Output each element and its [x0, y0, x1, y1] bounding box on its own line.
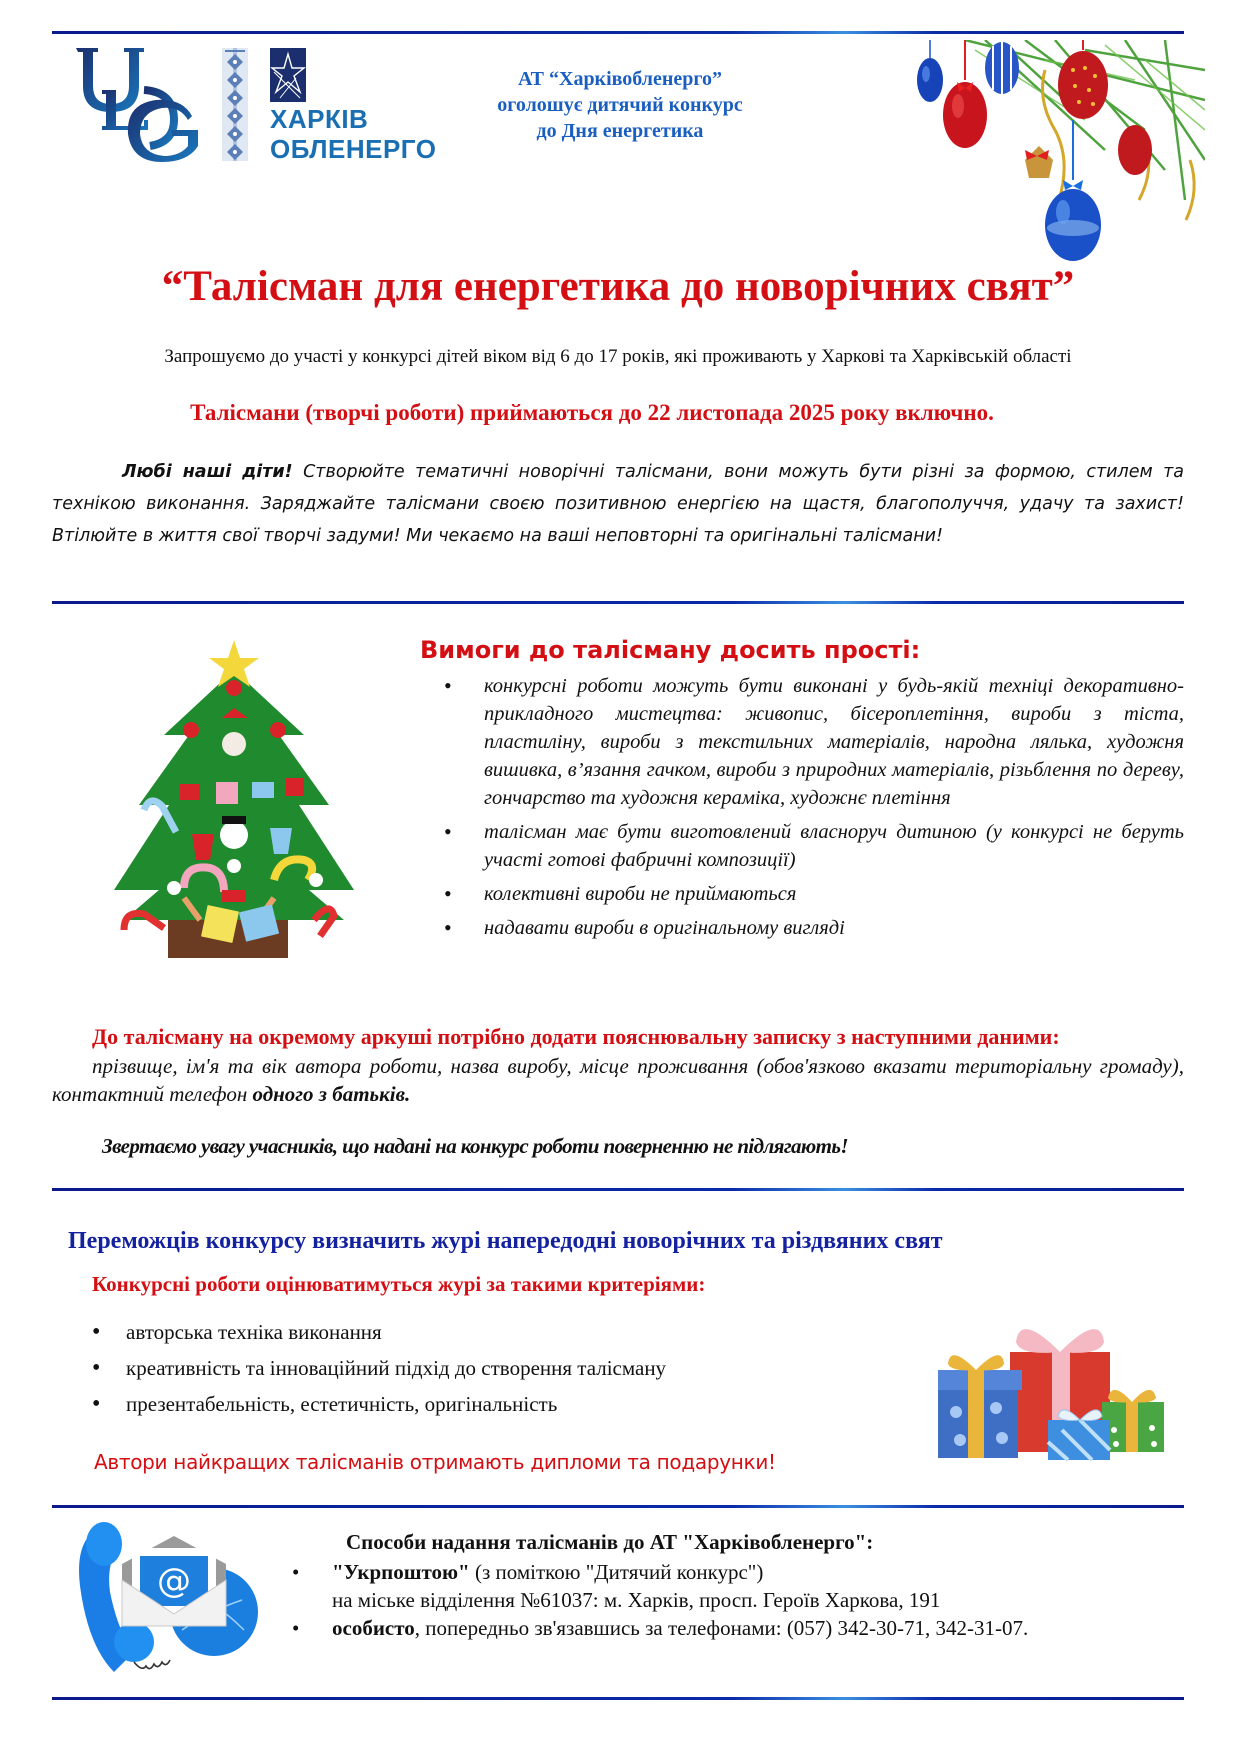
- note-body-text: прізвище, ім'я та вік автора роботи, назва виробу, місце проживання (обов'язково вказати територіальну громаду), контактний телефон: [52, 1054, 1184, 1106]
- christmas-ornaments-image: [905, 40, 1205, 262]
- announce-line-2: оголошує дитячий конкурс: [497, 94, 743, 116]
- bullet-icon: •: [292, 1616, 300, 1640]
- requirements-list: [440, 672, 1184, 948]
- post-method: "Укрпоштою": [332, 1560, 470, 1584]
- intro-text: Створюйте тематичні новорічні талісмани, вони можуть бути різні за формою, стилем та технікою виконання. Заряджайте талісмани своєю позитивною енергією на щастя, благополуччя, удачу та захист! Втілюйте в життя свої творчі задуми! Ми чекаємо на ваші неповторні та оригінальні талісмани!: [52, 462, 1185, 546]
- criteria-item: • авторська техніка виконання: [92, 1314, 666, 1350]
- announce-line-3: до Дня енергетика: [536, 120, 704, 142]
- gift-boxes-image: [930, 1312, 1170, 1462]
- invitation-text: Запрошуємо до участі у конкурсі дітей віком від 6 до 17 років, які проживають у Харкові та Харківській області: [164, 346, 1072, 367]
- deadline-text: Талісмани (творчі роботи) приймаються до 22 листопада 2025 року включно.: [190, 400, 994, 425]
- criteria-item: • креативність та інноваційний підхід до створення талісману: [92, 1350, 666, 1386]
- intro-paragraph: [52, 456, 1184, 552]
- divider-top: [52, 31, 1184, 34]
- criteria-list: [92, 1314, 666, 1422]
- intro-greeting: Любі наші діти!: [122, 462, 293, 482]
- phone-envelope-icon: [74, 1520, 259, 1678]
- personal-method: особисто: [332, 1616, 415, 1640]
- bullet-icon: •: [292, 1560, 300, 1584]
- divider-1: [52, 601, 1184, 604]
- udg-logo: [72, 46, 202, 164]
- requirement-item: • талісман має бути виготовлений власноруч дитиною (у конкурсі не беруть участі готові фабричні композиції): [440, 818, 1184, 874]
- requirements-title: Вимоги до талісману досить прості:: [420, 636, 921, 664]
- winners-heading: Переможців конкурсу визначить журі напередодні новорічних та різдвяних свят: [68, 1228, 943, 1254]
- submission-title: Способи надання талісманів до АТ "Харківобленерго":: [346, 1530, 874, 1554]
- note-title: До талісману на окремому аркуші потрібно додати пояснювальну записку з наступними даними:: [92, 1024, 1060, 1049]
- divider-bottom: [52, 1697, 1184, 1700]
- return-warning: Звертаємо увагу учасників, що надані на конкурс роботи поверненню не підлягають!: [102, 1134, 848, 1158]
- post-note: (з поміткою "Дитячий конкурс"): [469, 1560, 764, 1584]
- logo-kharkiv: ХАРКІВ: [270, 104, 369, 134]
- submission-item-post: [292, 1558, 1028, 1614]
- personal-phones: , попередньо зв'язавшись за телефонами: (057) 342-30-71, 342-31-07.: [414, 1616, 1029, 1640]
- submission-list: [292, 1558, 1028, 1642]
- note-body-bold: одного з батьків.: [252, 1082, 411, 1106]
- note-body: [52, 1052, 1184, 1108]
- requirement-item: • надавати вироби в оригінальному вигляді: [440, 914, 1184, 942]
- requirement-item: • колективні вироби не приймаються: [440, 880, 1184, 908]
- submission-item-personal: [292, 1614, 1028, 1642]
- announce-line-1: АТ “Харківобленерго”: [517, 68, 723, 90]
- kharkivoblenergo-emblem: [270, 48, 306, 102]
- divider-3: [52, 1505, 1184, 1508]
- at-sign-icon: @: [157, 1561, 191, 1601]
- page-title: “Талісман для енергетика до новорічних свят”: [161, 263, 1075, 310]
- requirement-item: • конкурсні роботи можуть бути виконані у будь-якій техніці декоративно-прикладного мистецтва: живопис, бісероплетіння, вироби з тіста, пластиліну, вироби з текстильних матеріалів, народна лялька, художня вишивка, в’язання гачком, вироби з природних матеріалів, різьблення по дереву, гончарство та художня кераміка, художнє плетіння: [440, 672, 1184, 812]
- star-pylon-icon: [270, 48, 306, 102]
- ukrainian-ornament-icon: [222, 48, 248, 161]
- felt-christmas-tree-image: [104, 640, 364, 970]
- divider-2: [52, 1188, 1184, 1191]
- announcement: [470, 66, 770, 144]
- logo-oblenergo: ОБЛЕНЕРГО: [270, 134, 437, 164]
- criteria-item: • презентабельність, естетичність, оригінальність: [92, 1386, 666, 1422]
- criteria-title: Конкурсні роботи оцінюватимуться журі за такими критеріями:: [92, 1272, 706, 1296]
- prizes-text: Автори найкращих талісманів отримають дипломи та подарунки!: [94, 1450, 776, 1474]
- post-address: на міське відділення №61037: м. Харків, просп. Героїв Харкова, 191: [332, 1588, 941, 1612]
